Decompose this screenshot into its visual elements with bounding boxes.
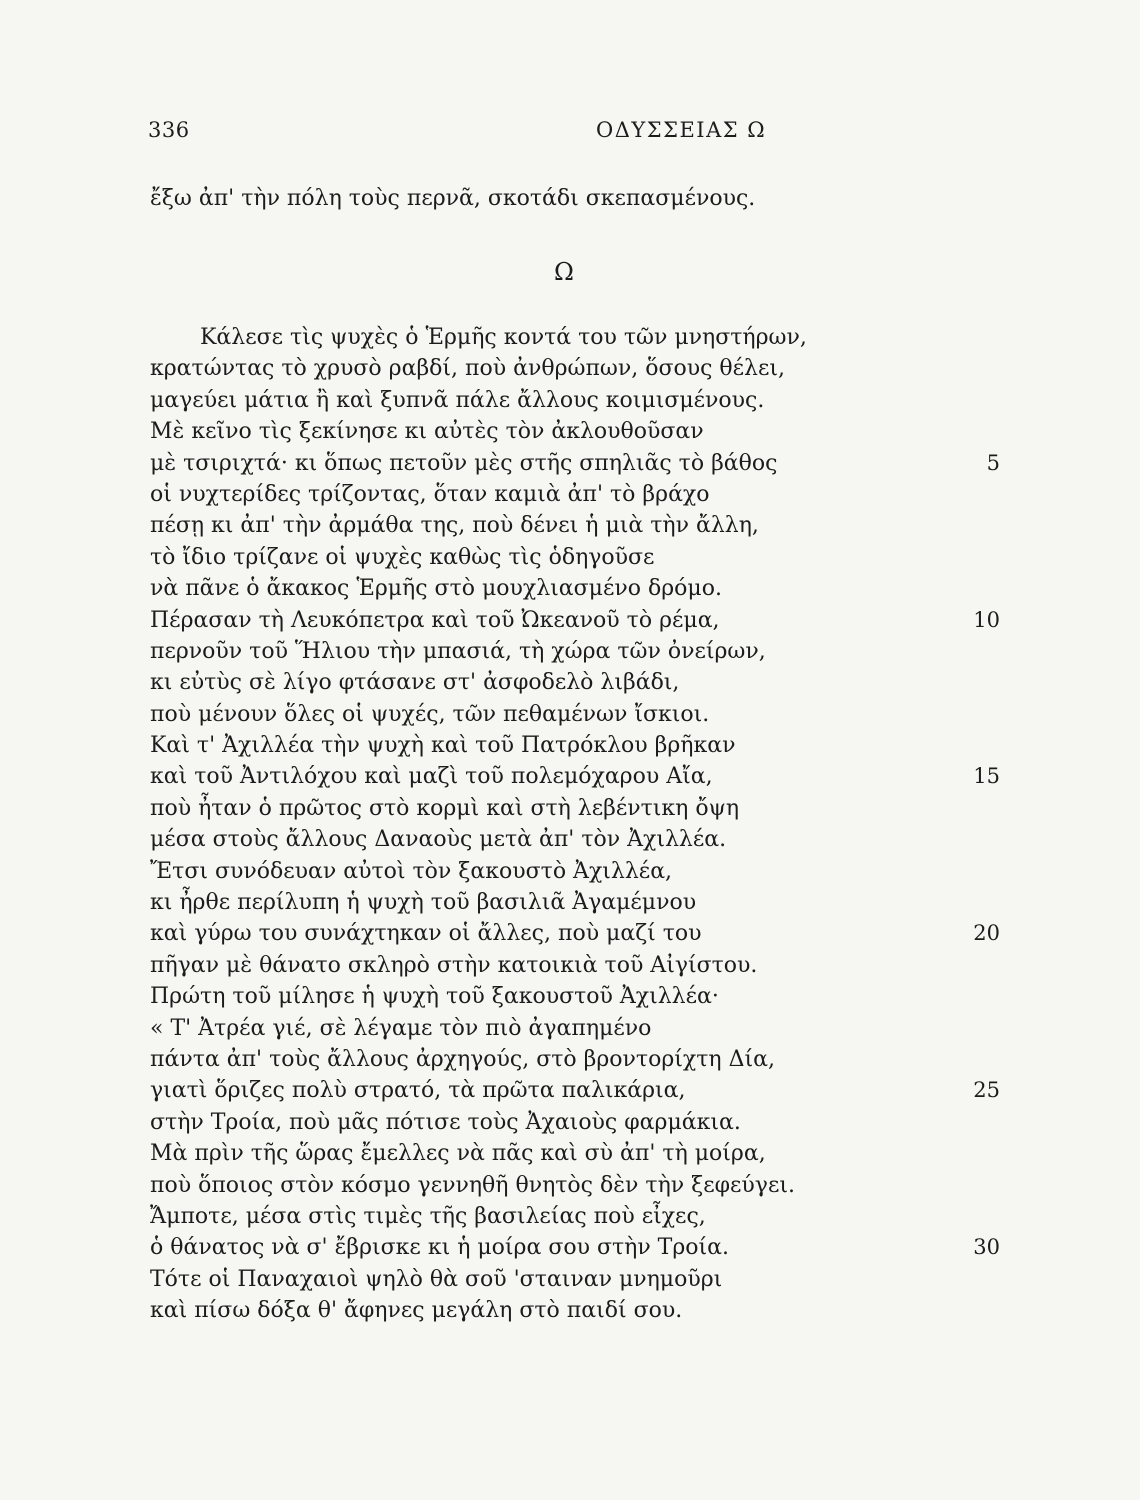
verse-text: κι εὐτὺς σὲ λίγο φτάσανε στ' ἀσφοδελὸ λιβάδι,	[150, 670, 680, 696]
verse-text: οἱ νυχτερίδες τρίζοντας, ὅταν καμιὰ ἀπ' τὸ βράχο	[150, 481, 710, 507]
verse-text: « Τ' Ἀτρέα γιέ, σὲ λέγαμε τὸν πιὸ ἀγαπημένο	[150, 1015, 652, 1041]
verse-text: μαγεύει μάτια ἢ καὶ ξυπνᾶ πάλε ἄλλους κοιμισμένους.	[150, 387, 765, 413]
verse-text: Καὶ τ' Ἀχιλλέα τὴν ψυχὴ καὶ τοῦ Πατρόκλου βρῆκαν	[150, 733, 736, 759]
verse-text: Μὲ κεῖνο τὶς ξεκίνησε κι αὐτὲς τὸν ἀκλουθοῦσαν	[150, 419, 704, 445]
line-number: 10	[973, 607, 1000, 632]
verse-text: μέσα στοὺς ἄλλους Δαναοὺς μετὰ ἀπ' τὸν Ἀχιλλέα.	[150, 827, 727, 853]
verse-line	[150, 385, 1000, 416]
verse-line	[150, 950, 1000, 981]
verse-text: καὶ τοῦ Ἀντιλόχου καὶ μαζὶ τοῦ πολεμόχαρου Αἴα,	[150, 764, 713, 790]
verse-text: πάντα ἀπ' τοὺς ἄλλους ἀρχηγούς, στὸ βροντορίχτη Δία,	[150, 1046, 775, 1072]
verse-line	[150, 730, 1000, 761]
verse-line	[150, 1295, 1000, 1326]
verse-line	[150, 1044, 1000, 1075]
verse-line	[150, 981, 1000, 1012]
verse-line	[150, 573, 1000, 604]
running-title: ΟΔΥΣΣΕΙΑΣ Ω	[596, 118, 767, 142]
verse-line	[150, 699, 1000, 730]
verse-line	[150, 605, 1000, 636]
line-number: 30	[973, 1235, 1000, 1260]
line-number: 5	[986, 450, 1000, 475]
verse-text: Κάλεσε τὶς ψυχὲς ὁ Ἑρμῆς κοντά του τῶν μνηστήρων,	[200, 325, 807, 350]
verse-line	[150, 510, 1000, 541]
verse-text: ποὺ ὅποιος στὸν κόσμο γεννηθῆ θνητὸς δὲν τὴν ξεφεύγει.	[150, 1172, 795, 1198]
line-number: 25	[973, 1078, 1000, 1103]
verse-line	[150, 1107, 1000, 1138]
verse-text: κρατώντας τὸ χρυσὸ ραβδί, ποὺ ἀνθρώπων, ὅσους θέλει,	[150, 356, 786, 382]
verse-line	[150, 1232, 1000, 1263]
verse-list	[150, 322, 1000, 1327]
verse-line	[150, 542, 1000, 573]
verse-line	[150, 479, 1000, 510]
verse-line	[150, 322, 1000, 353]
verse-text: στὴν Τροία, ποὺ μᾶς πότισε τοὺς Ἀχαιοὺς φαρμάκια.	[150, 1109, 741, 1135]
verse-text: καὶ γύρω του συνάχτηκαν οἱ ἄλλες, ποὺ μαζί του	[150, 921, 702, 947]
verse-text: Ἄμποτε, μέσα στὶς τιμὲς τῆς βασιλείας ποὺ εἶχες,	[150, 1203, 706, 1229]
verse-text: πῆγαν μὲ θάνατο σκληρὸ στὴν κατοικιὰ τοῦ Αἰγίστου.	[150, 952, 758, 978]
verse-text: ὁ θάνατος νὰ σ' ἔβρισκε κι ἡ μοίρα σου στὴν Τροία.	[150, 1235, 730, 1261]
verse-text: καὶ πίσω δόξα θ' ἄφηνες μεγάλη στὸ παιδί σου.	[150, 1298, 683, 1324]
verse-text: Τότε οἱ Παναχαιοὶ ψηλὸ θὰ σοῦ 'σταιναν μνημοῦρι	[150, 1266, 723, 1292]
verse-text: Πρώτη τοῦ μίλησε ἡ ψυχὴ τοῦ ξακουστοῦ Ἀχιλλέα·	[150, 984, 719, 1010]
verse-line	[150, 416, 1000, 447]
page-number: 336	[148, 118, 190, 142]
verse-line	[150, 1013, 1000, 1044]
verse-line	[150, 793, 1000, 824]
verse-line	[150, 824, 1000, 855]
verse-text: κι ἦρθε περίλυπη ἡ ψυχὴ τοῦ βασιλιᾶ Ἀγαμέμνου	[150, 890, 697, 916]
line-number: 20	[973, 921, 1000, 946]
verse-line	[150, 1201, 1000, 1232]
verse-line	[150, 856, 1000, 887]
verse-text: Ἔτσι συνόδευαν αὐτοὶ τὸν ξακουστὸ Ἀχιλλέα,	[150, 858, 673, 884]
verse-text: Μὰ πρὶν τῆς ὥρας ἔμελλες νὰ πᾶς καὶ σὺ ἀπ' τὴ μοίρα,	[150, 1141, 766, 1167]
verse-text: νὰ πᾶνε ὁ ἄκακος Ἑρμῆς στὸ μουχλιασμένο δρόμο.	[150, 576, 722, 602]
verse-text: ποὺ ἦταν ὁ πρῶτος στὸ κορμὶ καὶ στὴ λεβέντικη ὄψη	[150, 795, 740, 821]
verse-line	[150, 1264, 1000, 1295]
verse-line	[150, 353, 1000, 384]
verse-line	[150, 887, 1000, 918]
verse-line	[150, 667, 1000, 698]
verse-line	[150, 448, 1000, 479]
book-heading: Ω	[554, 258, 574, 286]
verse-line	[150, 761, 1000, 792]
verse-text: ποὺ μένουν ὅλες οἱ ψυχές, τῶν πεθαμένων ἴσκιοι.	[150, 701, 710, 727]
verse-text: τὸ ἴδιο τρίζανε οἱ ψυχὲς καθὼς τὶς ὁδηγοῦσε	[150, 544, 655, 570]
page-header	[148, 118, 1008, 148]
verse-text: πέσῃ κι ἀπ' τὴν ἀρμάθα της, ποὺ δένει ἡ μιὰ τὴν ἄλλη,	[150, 513, 759, 539]
verse-text: Πέρασαν τὴ Λευκόπετρα καὶ τοῦ Ὠκεανοῦ τὸ ρέμα,	[150, 607, 720, 633]
line-number: 15	[973, 764, 1000, 789]
previous-book-last-line: ἔξω ἀπ' τὴν πόλη τοὺς περνᾶ, σκοτάδι σκεπασμένους.	[150, 186, 756, 211]
verse-line	[150, 918, 1000, 949]
verse-line	[150, 1075, 1000, 1106]
verse-line	[150, 1170, 1000, 1201]
verse-line	[150, 636, 1000, 667]
verse-line	[150, 1138, 1000, 1169]
verse-text: περνοῦν τοῦ Ἥλιου τὴν μπασιά, τὴ χώρα τῶν ὀνείρων,	[150, 638, 766, 664]
verse-text: μὲ τσιριχτά· κι ὅπως πετοῦν μὲς στῆς σπηλιᾶς τὸ βάθος	[150, 450, 778, 476]
verse-text: γιατὶ ὅριζες πολὺ στρατό, τὰ πρῶτα παλικάρια,	[150, 1078, 686, 1104]
